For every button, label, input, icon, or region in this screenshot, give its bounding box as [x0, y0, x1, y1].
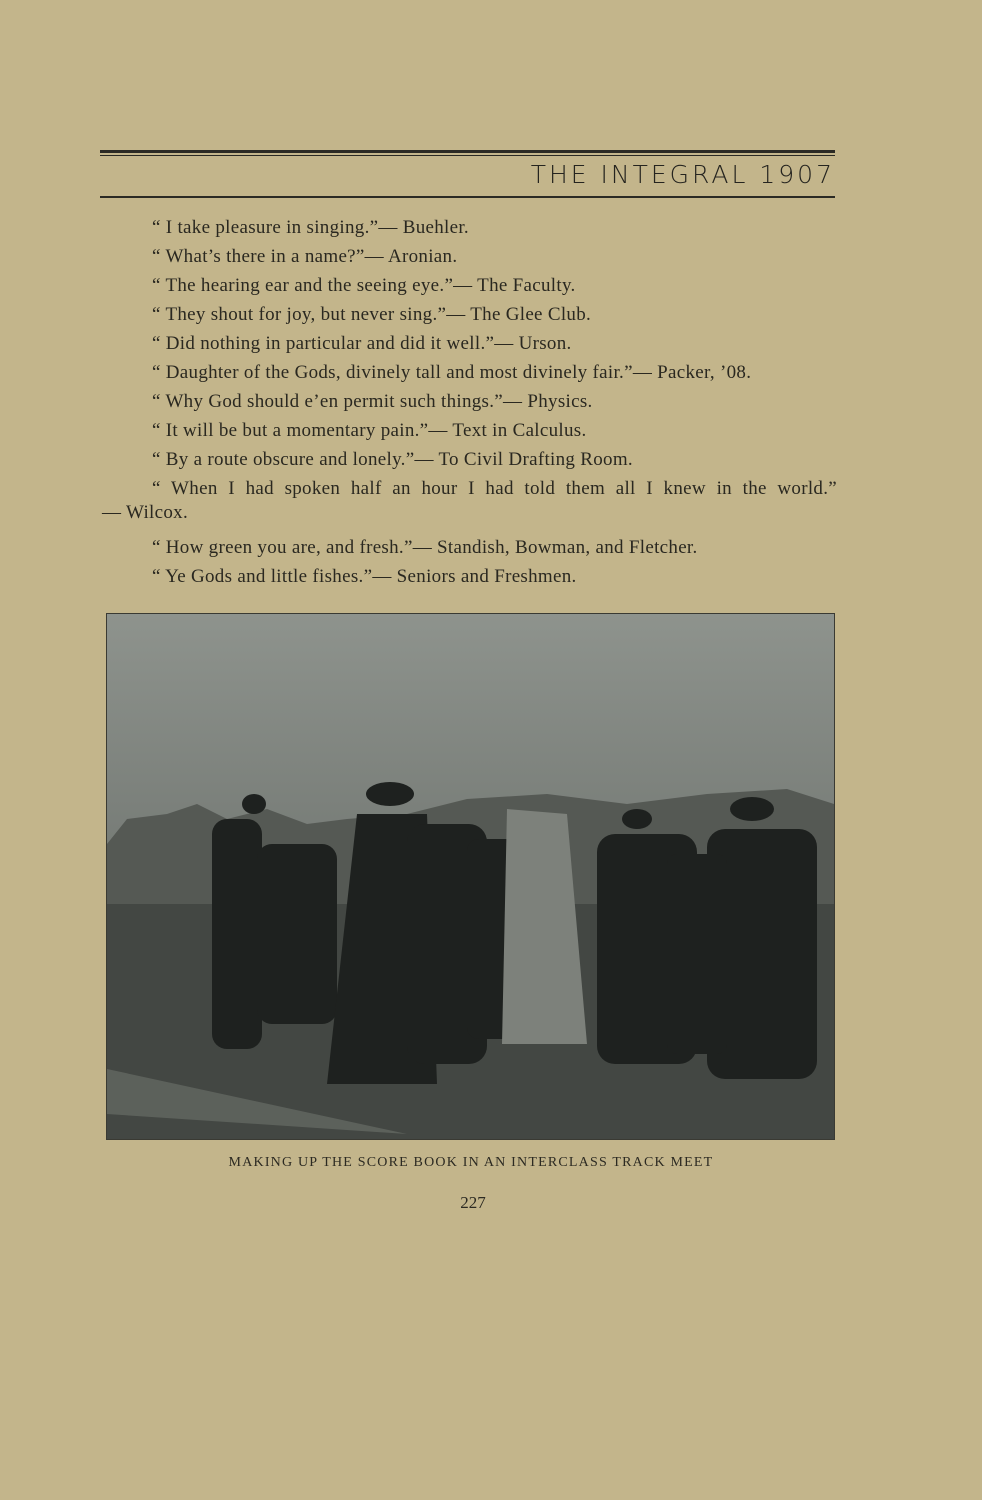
- quote-line: “ When I had spoken half an hour I had told them all I knew in the world.”: [152, 478, 837, 499]
- quote-line: “ They shout for joy, but never sing.”— The Glee Club.: [152, 304, 592, 325]
- quote-line: “ I take pleasure in singing.”— Buehler.: [152, 217, 469, 238]
- header-underline: [100, 196, 835, 198]
- header-double-rule-top: [100, 150, 835, 153]
- photo-caption: MAKING UP THE SCORE BOOK IN AN INTERCLASS TRACK MEET: [228, 1155, 714, 1170]
- photo-illustration: [107, 614, 834, 1139]
- quote-list: [100, 213, 840, 591]
- quote-line: “ It will be but a momentary pain.”— Text in Calculus.: [152, 420, 587, 441]
- quote-line: “ Daughter of the Gods, divinely tall and most divinely fair.”— Packer, ’08.: [152, 362, 752, 383]
- running-header-title: THE INTEGRAL 1907: [530, 160, 835, 189]
- quote-line: “ Why God should e’en permit such things.”— Physics.: [152, 391, 593, 412]
- quote-attribution-continued: — Wilcox.: [102, 502, 189, 523]
- track-meet-photograph: [106, 613, 835, 1140]
- quote-line: “ The hearing ear and the seeing eye.”— The Faculty.: [152, 275, 576, 296]
- quote-line: “ Did nothing in particular and did it well.”— Urson.: [152, 333, 572, 354]
- quote-line: “ What’s there in a name?”— Aronian.: [152, 246, 458, 267]
- page-number: 227: [460, 1193, 486, 1212]
- quote-line: “ How green you are, and fresh.”— Standish, Bowman, and Fletcher.: [152, 537, 698, 558]
- header-double-rule-bottom: [100, 155, 835, 156]
- quote-line: “ Ye Gods and little fishes.”— Seniors and Freshmen.: [152, 566, 577, 587]
- quote-line: “ By a route obscure and lonely.”— To Civil Drafting Room.: [152, 449, 633, 470]
